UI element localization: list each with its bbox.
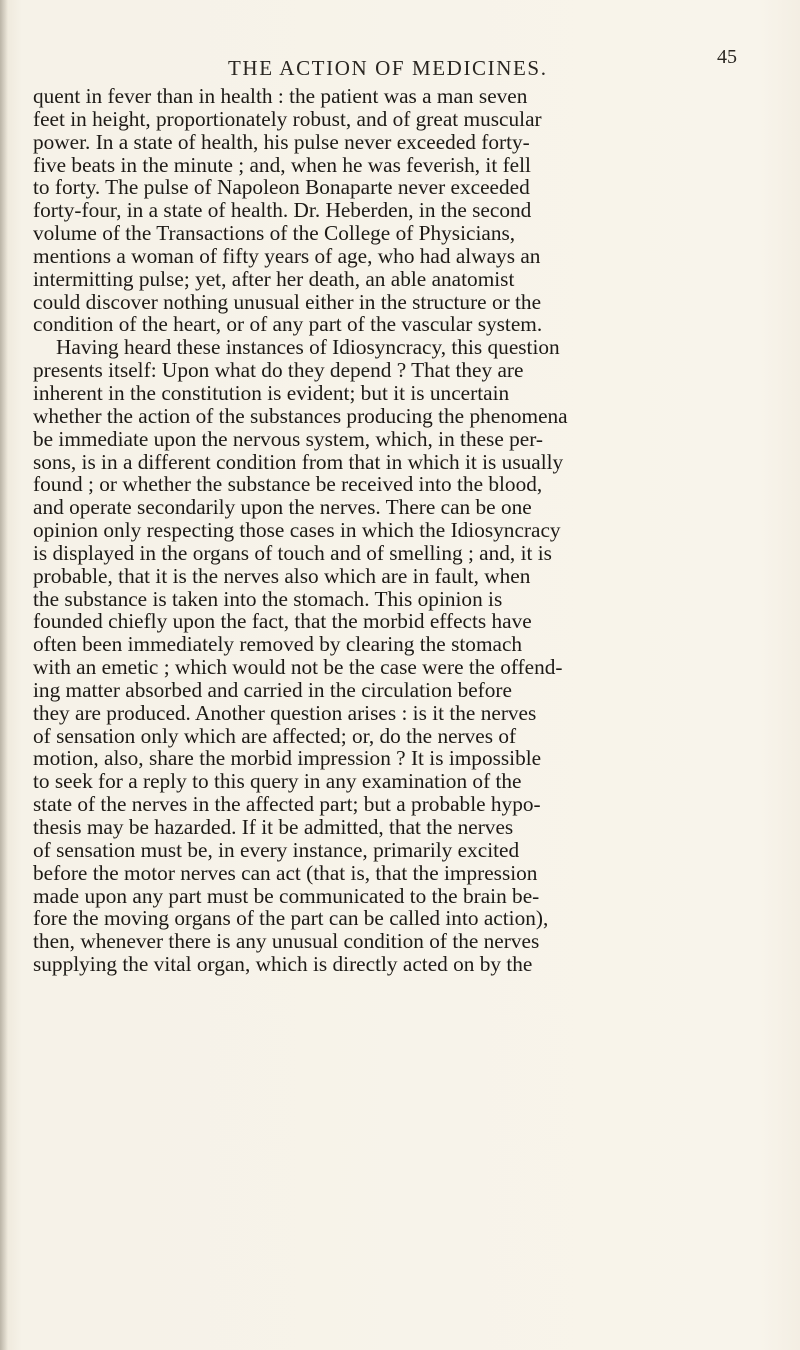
text-line: thesis may be hazarded. If it be admitted, that the nerves bbox=[33, 815, 514, 839]
text-line: motion, also, share the morbid impression ? It is impossible bbox=[33, 746, 542, 771]
page-header bbox=[0, 46, 800, 86]
paragraph-first-line: Having heard these instances of Idiosyncracy, this question bbox=[56, 335, 560, 360]
text-line: whether the action of the substances producing the phenomena bbox=[33, 403, 568, 428]
text-line: they are produced. Another question arises : is it the nerves bbox=[33, 700, 537, 725]
text-line: volume of the Transactions of the College of Physicians, bbox=[33, 221, 516, 246]
text-line: then, whenever there is any unusual condition of the nerves bbox=[33, 929, 540, 954]
text-line: forty-four, in a state of health. Dr. Heberden, in the second bbox=[33, 198, 532, 223]
text-line: before the motor nerves can act (that is, that the impression bbox=[33, 860, 538, 885]
text-line: five beats in the minute ; and, when he was feverish, it fell bbox=[33, 152, 531, 177]
text-line: fore the moving organs of the part can be called into action), bbox=[33, 906, 549, 931]
text-line: power. In a state of health, his pulse never exceeded forty- bbox=[33, 129, 530, 154]
body-text bbox=[33, 85, 789, 976]
text-line: and operate secondarily upon the nerves. There can be one bbox=[33, 495, 532, 520]
text-line: intermitting pulse; yet, after her death, an able anatomist bbox=[33, 266, 515, 291]
text-line: inherent in the constitution is evident; but it is uncertain bbox=[33, 380, 510, 405]
text-line: founded chiefly upon the fact, that the morbid effects have bbox=[33, 609, 532, 634]
text-line: ing matter absorbed and carried in the circulation before bbox=[33, 677, 512, 702]
binding-shadow bbox=[0, 0, 8, 1350]
text-line: to forty. The pulse of Napoleon Bonaparte never exceeded bbox=[33, 175, 530, 200]
text-line: state of the nerves in the affected part; but a probable hypo- bbox=[33, 792, 541, 817]
text-line: made upon any part must be communicated to the brain be- bbox=[33, 883, 540, 908]
text-line: supplying the vital organ, which is directly acted on by the bbox=[33, 952, 533, 977]
text-line: to seek for a reply to this query in any examination of the bbox=[33, 769, 522, 794]
text-line: found ; or whether the substance be received into the blood, bbox=[33, 472, 543, 497]
text-line: be immediate upon the nervous system, which, in these per- bbox=[33, 426, 543, 451]
text-line: condition of the heart, or of any part of the vascular system. bbox=[33, 312, 543, 337]
text-line: of sensation must be, in every instance, primarily excited bbox=[33, 837, 520, 862]
text-line: presents itself: Upon what do they depend ? That they are bbox=[33, 358, 524, 383]
text-line: quent in fever than in health : the patient was a man seven bbox=[33, 84, 528, 108]
text-line: opinion only respecting those cases in which the Idiosyncracy bbox=[33, 518, 561, 543]
text-line: feet in height, proportionately robust, and of great muscular bbox=[33, 106, 542, 131]
text-line: is displayed in the organs of touch and of smelling ; and, it is bbox=[33, 540, 552, 565]
text-line: the substance is taken into the stomach. This opinion is bbox=[33, 586, 503, 611]
page-number: 45 bbox=[717, 46, 737, 68]
text-line: probable, that it is the nerves also which are in fault, when bbox=[33, 563, 531, 588]
text-line: of sensation only which are affected; or, do the nerves of bbox=[33, 723, 517, 748]
text-line: sons, is in a different condition from that in which it is usually bbox=[33, 449, 564, 474]
running-head: THE ACTION OF MEDICINES. bbox=[228, 56, 548, 80]
text-line: with an emetic ; which would not be the case were the offend- bbox=[33, 655, 563, 680]
text-line: could discover nothing unusual either in the structure or the bbox=[33, 289, 542, 314]
text-line: often been immediately removed by clearing the stomach bbox=[33, 632, 523, 657]
text-line: mentions a woman of fifty years of age, who had always an bbox=[33, 243, 541, 268]
